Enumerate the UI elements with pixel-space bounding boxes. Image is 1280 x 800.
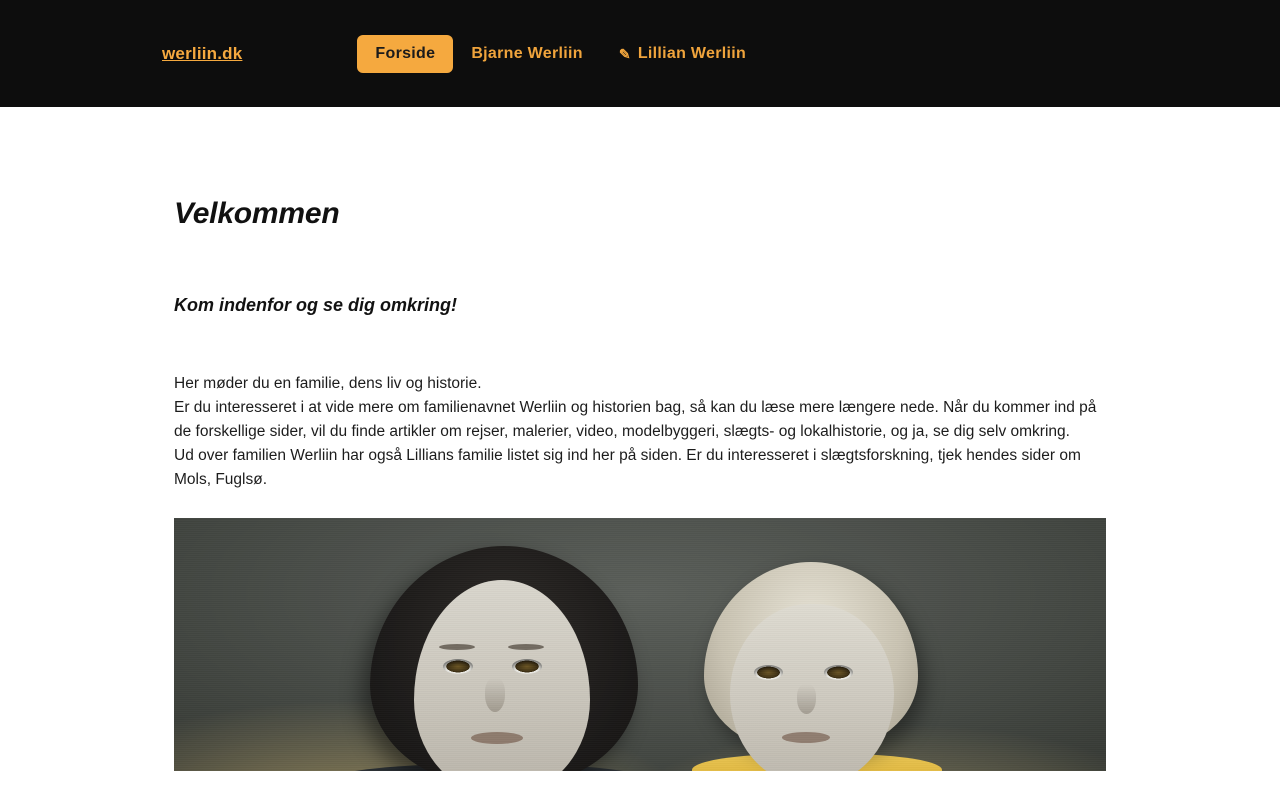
photo-girl-brow-right [508,644,544,650]
primary-nav [357,35,764,73]
photo-boy-eye-right [824,665,853,680]
photo-background [174,518,1106,771]
photo-girl-eye-left [443,659,473,674]
photo-girl-nose [485,678,505,712]
photo-boy-mouth [782,732,830,743]
main-content [0,107,1280,771]
intro-paragraph-3: Ud over familien Werliin har også Lillians familie listet sig ind her på siden. Er du interesseret i slægtsforskning, tjek hendes sider om Mols, Fuglsø. [174,447,1081,488]
intro-paragraph-2: Er du interesseret i at vide mere om familienavnet Werliin og historien bag, så kan du læse mere længere nede. Når du kommer ind på de forskellige sider, vil du finde artikler om rejser, malerier, video, modelbyggeri, slægts- og lokalhistorie, og ja, se dig selv omkring. [174,399,1097,440]
nav-item-lillian-werliin-label: Lillian Werliin [637,44,747,62]
intro-text-block [174,316,1106,492]
nav-item-forside[interactable] [357,35,453,73]
photo-girl-mouth [471,732,523,744]
family-photo [174,518,1106,771]
top-navigation-bar [0,0,1280,107]
nav-item-forside-label: Forside [375,44,436,62]
photo-boy-eye-left [754,665,783,680]
photo-girl-brow-left [439,644,475,650]
page-subheading: Kom indenfor og se dig omkring! [174,295,457,315]
nav-item-lillian-werliin[interactable] [601,35,764,73]
photo-girl-eye-right [512,659,542,674]
site-brand-link[interactable]: werliin.dk [162,43,243,63]
intro-paragraph-1: Her møder du en familie, dens liv og historie. [174,375,482,392]
pen-icon: ✎ [618,45,631,62]
page-title: Velkommen [174,197,340,230]
nav-item-bjarne-werliin[interactable] [453,35,601,73]
photo-boy-nose [797,684,816,714]
nav-item-bjarne-werliin-label: Bjarne Werliin [471,44,583,62]
